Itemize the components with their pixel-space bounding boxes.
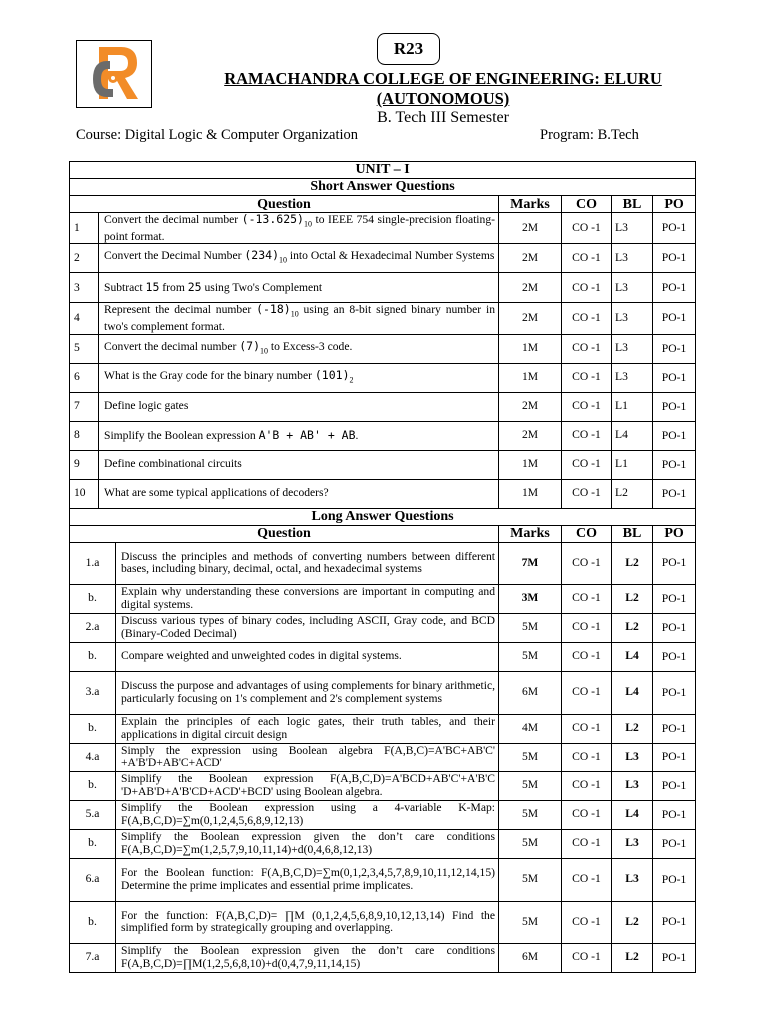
question-text: For the Boolean function: F(A,B,C,D)=∑m(0,1,2,3,4,5,7,8,9,10,11,12,14,15) Determine the prime implicates and essential prime implicates. (116, 858, 499, 901)
po-cell: PO-1 (653, 671, 696, 714)
po-cell: PO-1 (653, 392, 696, 421)
po-cell: PO-1 (653, 213, 696, 244)
marks-cell: 5M (499, 613, 562, 642)
question-number: 7.a (70, 943, 116, 972)
question-text-part: Subtract (104, 281, 146, 295)
question-number: 10 (70, 479, 99, 508)
co-cell: CO -1 (562, 273, 612, 303)
po-cell: PO-1 (653, 421, 696, 450)
po-cell: PO-1 (653, 584, 696, 613)
marks-cell: 4M (499, 714, 562, 743)
co-cell: CO -1 (562, 450, 612, 479)
question-text-part: Convert the decimal number (104, 339, 240, 353)
bl-cell: L3 (612, 858, 653, 901)
question-number: 6.a (70, 858, 116, 901)
bl-cell: L3 (612, 334, 653, 363)
marks-cell: 5M (499, 858, 562, 901)
short-question-row (70, 273, 696, 303)
po-cell: PO-1 (653, 450, 696, 479)
bl-cell: L2 (612, 943, 653, 972)
bl-cell: L3 (612, 303, 653, 334)
college-name (160, 69, 726, 109)
bl-cell: L3 (612, 273, 653, 303)
co-cell: CO -1 (562, 943, 612, 972)
co-cell: CO -1 (562, 244, 612, 273)
po-cell: PO-1 (653, 829, 696, 858)
short-question-row (70, 363, 696, 392)
question-number: b. (70, 714, 116, 743)
long-question-row (70, 943, 696, 972)
col-co: CO (562, 196, 612, 213)
co-cell: CO -1 (562, 901, 612, 943)
marks-cell: 5M (499, 829, 562, 858)
question-text: Simplify the Boolean expression F(A,B,C,D)=A'BCD+AB'C'+A'B'C 'D+AB'D+A'B'CD+ACD'+BCD' using Boolean algebra. (116, 771, 499, 800)
bl-cell: L1 (612, 392, 653, 421)
question-text-part: using an 8-bit signed binary number in two's complement format. (104, 303, 495, 334)
po-cell: PO-1 (653, 858, 696, 901)
co-cell: CO -1 (562, 392, 612, 421)
question-text: Explain the principles of each logic gates, their truth tables, and their applications in digital circuit design (116, 714, 499, 743)
bl-cell: L3 (612, 244, 653, 273)
question-number: 2.a (70, 613, 116, 642)
short-question-row (70, 392, 696, 421)
question-number: 4 (70, 303, 99, 334)
po-cell: PO-1 (653, 714, 696, 743)
co-cell: CO -1 (562, 743, 612, 771)
long-section-title: Long Answer Questions (70, 508, 696, 525)
po-cell: PO-1 (653, 743, 696, 771)
question-text (99, 334, 499, 363)
co-cell: CO -1 (562, 334, 612, 363)
question-text-part: Define combinational circuits (104, 457, 242, 471)
question-text-part: Convert the Decimal Number (104, 249, 245, 263)
po-cell: PO-1 (653, 943, 696, 972)
question-text (99, 421, 499, 450)
long-question-row (70, 714, 696, 743)
question-text: For the function: F(A,B,C,D)= ∏M (0,1,2,4,5,6,8,9,10,12,13,14) Find the simplified form by strategically grouping and overlapping. (116, 901, 499, 943)
question-number: b. (70, 771, 116, 800)
marks-cell: 2M (499, 244, 562, 273)
question-text (99, 213, 499, 244)
bl-cell: L2 (612, 479, 653, 508)
question-code: 25 (187, 280, 202, 295)
marks-cell: 1M (499, 334, 562, 363)
short-question-row (70, 479, 696, 508)
question-code: 15 (145, 280, 160, 295)
question-text: Simplify the Boolean expression using a 4-variable K-Map: F(A,B,C,D)=∑m(0,1,2,4,5,6,8,9,12,13) (116, 800, 499, 829)
co-cell: CO -1 (562, 363, 612, 392)
co-cell: CO -1 (562, 421, 612, 450)
po-cell: PO-1 (653, 303, 696, 334)
question-subscript: 10 (260, 346, 269, 356)
question-text (99, 303, 499, 334)
question-text-part: using Two's Complement (201, 281, 323, 295)
short-header-row (70, 196, 696, 213)
question-number: 8 (70, 421, 99, 450)
po-cell: PO-1 (653, 642, 696, 671)
question-number: 3 (70, 273, 99, 303)
question-table (69, 161, 696, 973)
marks-cell: 2M (499, 421, 562, 450)
question-code: A'B + AB' + AB (258, 427, 356, 442)
program-label: Program: B.Tech (540, 127, 639, 143)
po-cell: PO-1 (653, 800, 696, 829)
co-cell: CO -1 (562, 213, 612, 244)
question-text (99, 363, 499, 392)
marks-cell: 2M (499, 303, 562, 334)
long-question-row (70, 642, 696, 671)
question-text: Simply the expression using Boolean algebra F(A,B,C)=A'BC+AB'C' +A'B'D+AB'C+ACD' (116, 743, 499, 771)
regulation-code: R23 (377, 33, 440, 65)
question-number: b. (70, 901, 116, 943)
marks-cell: 2M (499, 392, 562, 421)
po-cell: PO-1 (653, 901, 696, 943)
long-question-row (70, 542, 696, 584)
long-question-row (70, 584, 696, 613)
col-marks: Marks (499, 196, 562, 213)
question-number: 4.a (70, 743, 116, 771)
po-cell: PO-1 (653, 363, 696, 392)
bl-cell: L4 (612, 800, 653, 829)
long-question-row (70, 613, 696, 642)
question-number: 1.a (70, 542, 116, 584)
col-co: CO (562, 525, 612, 542)
marks-cell: 1M (499, 363, 562, 392)
col-question: Question (70, 525, 499, 542)
po-cell: PO-1 (653, 479, 696, 508)
question-text-part: from (159, 281, 188, 295)
bl-cell: L1 (612, 450, 653, 479)
marks-cell: 5M (499, 901, 562, 943)
question-number: b. (70, 584, 116, 613)
question-text-part: Represent the decimal number (104, 303, 257, 317)
question-text-part: Simplify the Boolean expression (104, 428, 259, 442)
question-number: b. (70, 829, 116, 858)
question-code: (234) (244, 248, 279, 263)
bl-cell: L3 (612, 743, 653, 771)
po-cell: PO-1 (653, 542, 696, 584)
question-number: b. (70, 642, 116, 671)
col-po: PO (653, 525, 696, 542)
question-text-part: into Octal & Hexadecimal Number Systems (287, 249, 495, 263)
marks-cell: 6M (499, 943, 562, 972)
question-number: 9 (70, 450, 99, 479)
question-text (99, 450, 499, 479)
long-question-row (70, 858, 696, 901)
unit-title: UNIT – I (70, 162, 696, 179)
co-cell: CO -1 (562, 613, 612, 642)
question-number: 1 (70, 213, 99, 244)
marks-cell: 5M (499, 800, 562, 829)
bl-cell: L2 (612, 584, 653, 613)
autonomous-label: (AUTONOMOUS) (376, 89, 510, 108)
question-text: Explain why understanding these conversions are important in computing and digital systems. (116, 584, 499, 613)
question-number: 5.a (70, 800, 116, 829)
col-bl: BL (612, 196, 653, 213)
question-number: 6 (70, 363, 99, 392)
question-code: (-13.625) (241, 212, 304, 226)
marks-cell: 5M (499, 642, 562, 671)
long-question-row (70, 743, 696, 771)
short-section-title: Short Answer Questions (70, 179, 696, 196)
question-text: Simplify the Boolean expression given the don’t care conditions F(A,B,C,D)=∑m(1,2,5,7,9,10,11,14)+d(0,4,6,8,12,13) (116, 829, 499, 858)
po-cell: PO-1 (653, 771, 696, 800)
bl-cell: L3 (612, 771, 653, 800)
question-text-part: What is the Gray code for the binary number (104, 368, 315, 382)
marks-cell: 6M (499, 671, 562, 714)
marks-cell: 1M (499, 479, 562, 508)
question-text: Discuss the purpose and advantages of using complements for binary arithmetic, particularly focusing on 1's complement and 2's complement systems (116, 671, 499, 714)
question-text-part: to Excess-3 code. (268, 339, 353, 353)
col-po: PO (653, 196, 696, 213)
co-cell: CO -1 (562, 771, 612, 800)
co-cell: CO -1 (562, 829, 612, 858)
question-code: (-18) (256, 302, 291, 317)
short-question-row (70, 244, 696, 273)
question-text: Compare weighted and unweighted codes in digital systems. (116, 642, 499, 671)
co-cell: CO -1 (562, 542, 612, 584)
question-text-part: to IEEE 754 single-precision floating-point format. (104, 213, 495, 243)
short-question-row (70, 421, 696, 450)
short-question-row (70, 303, 696, 334)
question-subscript: 2 (349, 375, 354, 385)
question-text: Discuss various types of binary codes, including ASCII, Gray code, and BCD (Binary-Coded Decimal) (116, 613, 499, 642)
question-text-part: What are some typical applications of decoders? (104, 486, 329, 500)
bl-cell: L4 (612, 421, 653, 450)
question-text (99, 392, 499, 421)
question-number: 5 (70, 334, 99, 363)
question-code: (7) (239, 338, 261, 353)
long-question-row (70, 800, 696, 829)
po-cell: PO-1 (653, 273, 696, 303)
question-number: 3.a (70, 671, 116, 714)
bl-cell: L3 (612, 363, 653, 392)
marks-cell: 5M (499, 771, 562, 800)
bl-cell: L2 (612, 542, 653, 584)
long-question-row (70, 829, 696, 858)
question-code: (101) (314, 367, 350, 382)
co-cell: CO -1 (562, 303, 612, 334)
question-text (99, 273, 499, 303)
co-cell: CO -1 (562, 479, 612, 508)
short-question-row (70, 213, 696, 244)
question-text-part: Convert the decimal number (104, 213, 242, 226)
question-subscript: 10 (303, 219, 312, 229)
marks-cell: 2M (499, 213, 562, 244)
short-question-row (70, 334, 696, 363)
co-cell: CO -1 (562, 858, 612, 901)
col-question: Question (70, 196, 499, 213)
question-text: Simplify the Boolean expression given the don’t care conditions F(A,B,C,D)=∏M(1,2,5,6,8,10)+d(0,4,7,9,11,14,15) (116, 943, 499, 972)
bl-cell: L2 (612, 901, 653, 943)
marks-cell: 2M (499, 273, 562, 303)
long-header-row (70, 525, 696, 542)
semester-label: B. Tech III Semester (377, 109, 509, 126)
co-cell: CO -1 (562, 584, 612, 613)
question-number: 2 (70, 244, 99, 273)
question-text: Discuss the principles and methods of converting numbers between different bases, including binary, decimal, octal, and hexadecimal systems (116, 542, 499, 584)
col-bl: BL (612, 525, 653, 542)
co-cell: CO -1 (562, 800, 612, 829)
question-text-part: Define logic gates (104, 399, 189, 413)
college-logo (76, 40, 152, 108)
long-question-row (70, 671, 696, 714)
bl-cell: L4 (612, 642, 653, 671)
long-section-row (70, 508, 696, 525)
long-question-row (70, 901, 696, 943)
bl-cell: L2 (612, 714, 653, 743)
course-label: Course: Digital Logic & Computer Organization (76, 127, 359, 143)
po-cell: PO-1 (653, 244, 696, 273)
po-cell: PO-1 (653, 613, 696, 642)
bl-cell: L2 (612, 613, 653, 642)
po-cell: PO-1 (653, 334, 696, 363)
college-name-line: RAMACHANDRA COLLEGE OF ENGINEERING: ELURU (224, 69, 662, 88)
short-question-row (70, 450, 696, 479)
bl-cell: L3 (612, 213, 653, 244)
co-cell: CO -1 (562, 714, 612, 743)
question-text (99, 479, 499, 508)
bl-cell: L3 (612, 829, 653, 858)
marks-cell: 1M (499, 450, 562, 479)
long-question-row (70, 771, 696, 800)
question-text-part: . (355, 428, 359, 442)
question-subscript: 10 (290, 309, 299, 319)
question-subscript: 10 (279, 255, 287, 265)
question-text (99, 244, 499, 273)
marks-cell: 7M (499, 542, 562, 584)
college-logo-icon (77, 41, 150, 106)
co-cell: CO -1 (562, 642, 612, 671)
question-number: 7 (70, 392, 99, 421)
co-cell: CO -1 (562, 671, 612, 714)
marks-cell: 3M (499, 584, 562, 613)
marks-cell: 5M (499, 743, 562, 771)
col-marks: Marks (499, 525, 562, 542)
bl-cell: L4 (612, 671, 653, 714)
